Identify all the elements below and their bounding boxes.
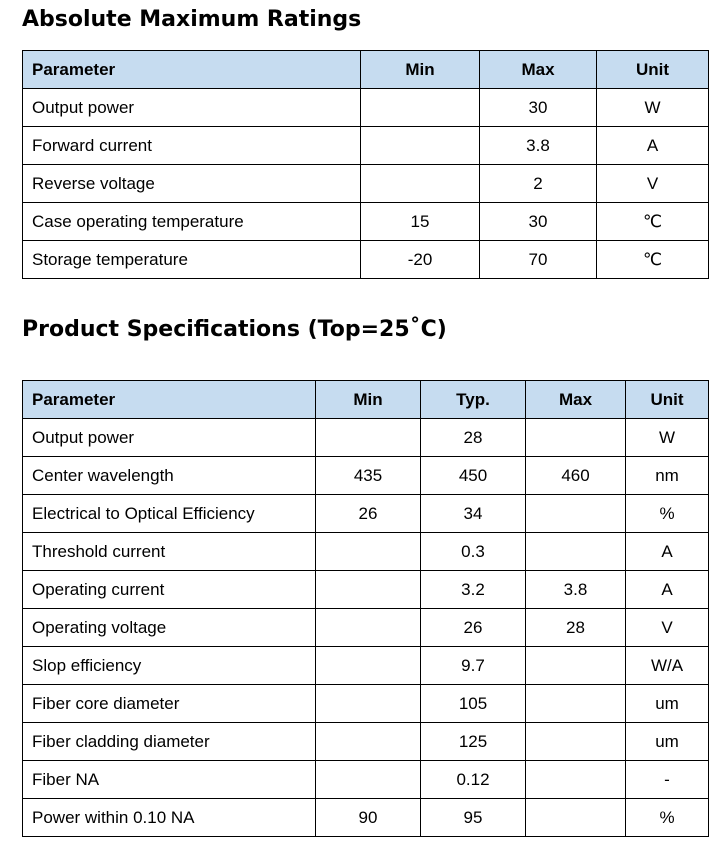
parameter-cell: Fiber NA <box>23 761 316 799</box>
value-cell: A <box>626 533 709 571</box>
absolute-max-table <box>22 50 709 279</box>
value-cell <box>316 533 421 571</box>
parameter-cell: Fiber cladding diameter <box>23 723 316 761</box>
value-cell: um <box>626 723 709 761</box>
parameter-cell: Electrical to Optical Efficiency <box>23 495 316 533</box>
table-row <box>23 495 709 533</box>
parameter-cell: Case operating temperature <box>23 203 361 241</box>
value-cell: - <box>626 761 709 799</box>
parameter-cell: Operating current <box>23 571 316 609</box>
value-cell: 460 <box>526 457 626 495</box>
table-row <box>23 723 709 761</box>
value-cell: W <box>626 419 709 457</box>
value-cell: 90 <box>316 799 421 837</box>
column-header: Max <box>526 381 626 419</box>
column-header: Parameter <box>23 381 316 419</box>
value-cell: 0.12 <box>421 761 526 799</box>
value-cell: V <box>626 609 709 647</box>
value-cell <box>316 647 421 685</box>
value-cell: 34 <box>421 495 526 533</box>
value-cell: 125 <box>421 723 526 761</box>
column-header: Typ. <box>421 381 526 419</box>
value-cell: A <box>626 571 709 609</box>
value-cell: 30 <box>480 89 597 127</box>
value-cell: % <box>626 495 709 533</box>
value-cell <box>526 533 626 571</box>
value-cell: % <box>626 799 709 837</box>
value-cell: 95 <box>421 799 526 837</box>
value-cell <box>361 127 480 165</box>
column-header: Max <box>480 51 597 89</box>
table-row <box>23 419 709 457</box>
table-row <box>23 647 709 685</box>
value-cell: 3.8 <box>480 127 597 165</box>
absolute-max-title: Absolute Maximum Ratings <box>22 7 362 32</box>
value-cell: 70 <box>480 241 597 279</box>
parameter-cell: Center wavelength <box>23 457 316 495</box>
column-header: Min <box>316 381 421 419</box>
value-cell: 26 <box>316 495 421 533</box>
table-row <box>23 165 709 203</box>
value-cell <box>526 419 626 457</box>
value-cell: 2 <box>480 165 597 203</box>
table-row <box>23 799 709 837</box>
table-row <box>23 457 709 495</box>
value-cell: 3.2 <box>421 571 526 609</box>
table-row <box>23 533 709 571</box>
value-cell: W <box>597 89 709 127</box>
value-cell: W/A <box>626 647 709 685</box>
value-cell: nm <box>626 457 709 495</box>
table-row <box>23 685 709 723</box>
parameter-cell: Power within 0.10 NA <box>23 799 316 837</box>
table-row <box>23 571 709 609</box>
table-row <box>23 89 709 127</box>
value-cell: V <box>597 165 709 203</box>
parameter-cell: Storage temperature <box>23 241 361 279</box>
value-cell: 0.3 <box>421 533 526 571</box>
column-header: Min <box>361 51 480 89</box>
value-cell <box>316 419 421 457</box>
value-cell <box>361 89 480 127</box>
parameter-cell: Forward current <box>23 127 361 165</box>
value-cell: 105 <box>421 685 526 723</box>
value-cell: 15 <box>361 203 480 241</box>
product-specs-table <box>22 380 709 837</box>
value-cell: 28 <box>526 609 626 647</box>
value-cell: 28 <box>421 419 526 457</box>
value-cell <box>526 723 626 761</box>
value-cell: 435 <box>316 457 421 495</box>
value-cell <box>526 495 626 533</box>
table-row <box>23 241 709 279</box>
value-cell <box>316 571 421 609</box>
column-header: Parameter <box>23 51 361 89</box>
table-row <box>23 609 709 647</box>
value-cell: -20 <box>361 241 480 279</box>
value-cell: ℃ <box>597 203 709 241</box>
value-cell: 26 <box>421 609 526 647</box>
value-cell <box>361 165 480 203</box>
value-cell <box>316 609 421 647</box>
parameter-cell: Fiber core diameter <box>23 685 316 723</box>
parameter-cell: Operating voltage <box>23 609 316 647</box>
parameter-cell: Reverse voltage <box>23 165 361 203</box>
value-cell: ℃ <box>597 241 709 279</box>
value-cell: 9.7 <box>421 647 526 685</box>
column-header: Unit <box>597 51 709 89</box>
value-cell: 450 <box>421 457 526 495</box>
value-cell <box>316 723 421 761</box>
table-header-row <box>23 51 709 89</box>
value-cell <box>526 799 626 837</box>
value-cell <box>526 761 626 799</box>
table-row <box>23 203 709 241</box>
value-cell: 3.8 <box>526 571 626 609</box>
value-cell <box>316 761 421 799</box>
value-cell: 30 <box>480 203 597 241</box>
parameter-cell: Output power <box>23 89 361 127</box>
product-specs-title: Product Specifications (Top=25˚C) <box>22 317 447 342</box>
table-header-row <box>23 381 709 419</box>
value-cell <box>526 685 626 723</box>
table-row <box>23 761 709 799</box>
parameter-cell: Threshold current <box>23 533 316 571</box>
value-cell: um <box>626 685 709 723</box>
value-cell: A <box>597 127 709 165</box>
parameter-cell: Slop efficiency <box>23 647 316 685</box>
table-row <box>23 127 709 165</box>
value-cell <box>526 647 626 685</box>
column-header: Unit <box>626 381 709 419</box>
parameter-cell: Output power <box>23 419 316 457</box>
value-cell <box>316 685 421 723</box>
